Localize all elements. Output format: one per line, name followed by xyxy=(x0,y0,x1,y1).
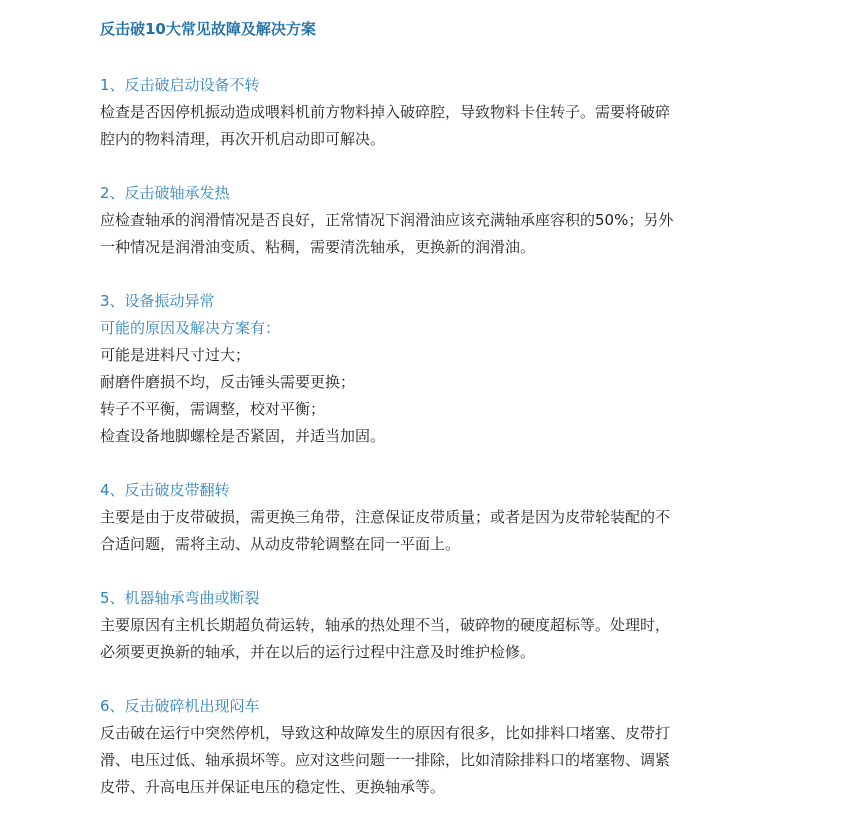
section-4 xyxy=(100,477,760,558)
section-heading: 3、设备振动异常 xyxy=(100,292,215,310)
paragraph-line: 腔内的物料清理，再次开机启动即可解决。 xyxy=(100,130,386,148)
paragraph-line: 合适问题，需将主动、从动皮带轮调整在同一平面上。 xyxy=(100,535,461,553)
paragraph-line: 皮带、升高电压并保证电压的稳定性、更换轴承等。 xyxy=(100,778,446,796)
paragraph-line: 必须要更换新的轴承，并在以后的运行过程中注意及时维护检修。 xyxy=(100,643,536,661)
article-title: 反击破10大常见故障及解决方案 xyxy=(100,20,316,38)
paragraph-line: 主要是由于皮带破损，需更换三角带，注意保证皮带质量；或者是因为皮带轮装配的不 xyxy=(100,508,671,526)
list-line: 可能是进料尺寸过大； xyxy=(100,346,251,364)
list-line: 转子不平衡，需调整，校对平衡； xyxy=(100,400,326,418)
paragraph-line: 滑、电压过低、轴承损坏等。应对这些问题一一排除，比如清除排料口的堵塞物、调紧 xyxy=(100,751,671,769)
section-heading: 4、反击破皮带翻转 xyxy=(100,481,230,499)
section-3 xyxy=(100,288,760,450)
section-heading: 5、机器轴承弯曲或断裂 xyxy=(100,589,260,607)
section-heading: 6、反击破碎机出现闷车 xyxy=(100,697,260,715)
paragraph-line: 应检查轴承的润滑情况是否良好，正常情况下润滑油应该充满轴承座容积的50%；另外 xyxy=(100,211,674,229)
section-6 xyxy=(100,693,760,801)
section-subheading: 可能的原因及解决方案有： xyxy=(100,319,281,337)
section-2 xyxy=(100,180,760,261)
section-1 xyxy=(100,72,760,153)
section-heading: 1、反击破启动设备不转 xyxy=(100,76,260,94)
section-5 xyxy=(100,585,760,666)
paragraph-line: 检查是否因停机振动造成喂料机前方物料掉入破碎腔，导致物料卡住转子。需要将破碎 xyxy=(100,103,671,121)
section-heading: 2、反击破轴承发热 xyxy=(100,184,230,202)
article xyxy=(100,16,760,828)
paragraph-line: 反击破在运行中突然停机，导致这种故障发生的原因有很多，比如排料口堵塞、皮带打 xyxy=(100,724,671,742)
list-line: 耐磨件磨损不均，反击锤头需要更换； xyxy=(100,373,356,391)
paragraph-line: 一种情况是润滑油变质、粘稠，需要清洗轴承，更换新的润滑油。 xyxy=(100,238,536,256)
paragraph-line: 主要原因有主机长期超负荷运转，轴承的热处理不当，破碎物的硬度超标等。处理时， xyxy=(100,616,671,634)
list-line: 检查设备地脚螺栓是否紧固，并适当加固。 xyxy=(100,427,386,445)
